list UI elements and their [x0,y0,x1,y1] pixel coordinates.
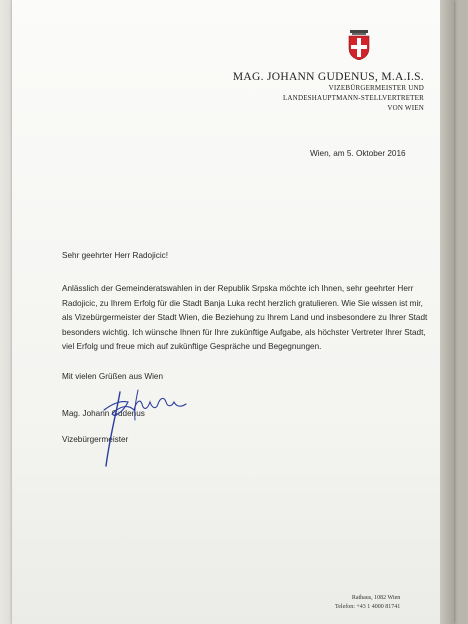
signer-title: Vizebürgermeister [62,435,129,444]
letter-body: Anlässlich der Gemeinderatswahlen in der Republik Srpska möchte ich Ihnen, sehr geehrter Herr Radojicic, zu Ihrem Erfolg für die Stadt Banja Luka recht herzlich gratulieren. Wie Sie wissen ist mir, als Vizebürgermeister der Stadt Wien, die Beziehung zu Ihrem Land und insbesondere zu Ihrer Stadt besonders wichtig. Ich wünsche Ihnen für Ihre zukünftige Aufgabe, als höchster Vertreter Ihrer Stadt, viel Erfolg und freue mich auf zukünftige Gespräche und Begegnungen. [62,284,428,351]
letter-greeting: Sehr geehrter Herr Radojicic! [62,251,169,260]
letter-page [12,0,454,624]
footer-address: Rathaus, 1082 Wien [351,595,401,601]
letterhead [233,71,424,113]
footer-phone: Telefon: +43 1 4000 81741 [335,604,401,610]
letterhead-name: MAG. JOHANN GUDENUS, M.A.I.S. [232,71,424,83]
letter-date: Wien, am 5. Oktober 2016 [310,149,406,158]
letterhead-title-line: VON WIEN [387,104,424,112]
page-edge [440,0,454,624]
signer-name: Mag. Johann Gudenus [62,409,145,418]
letter-footer [335,594,400,612]
vienna-coat-of-arms-icon [348,30,370,60]
handwritten-signature [90,380,200,470]
letterhead-title-line: LANDESHAUPTMANN-STELLVERTRETER [282,94,424,102]
letter-closing: Mit vielen Grüßen aus Wien [62,372,164,381]
letterhead-title-line: VIZEBÜRGERMEISTER UND [328,84,424,92]
